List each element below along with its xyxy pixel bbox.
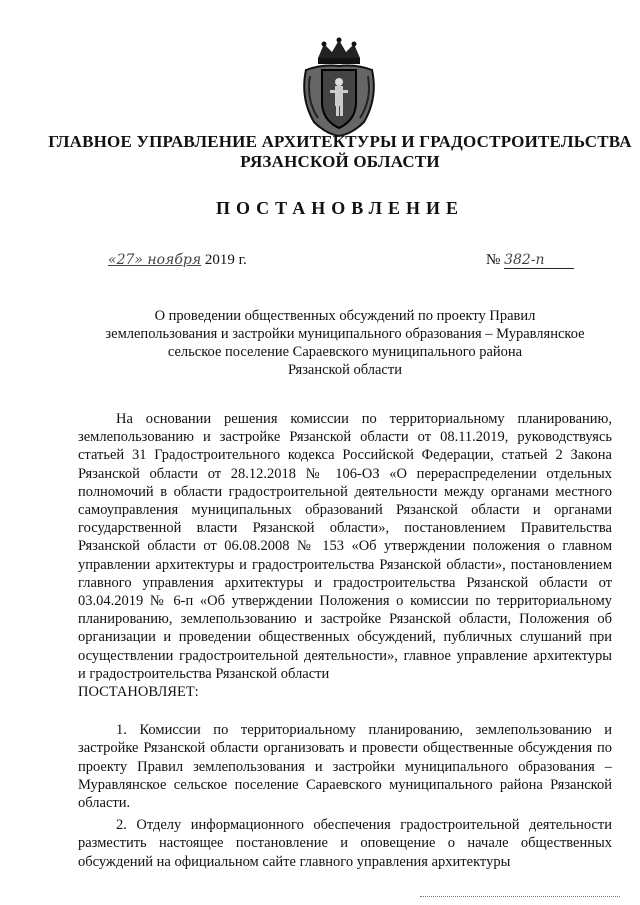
number-prefix: №	[486, 252, 501, 268]
preamble-text: На основании решения комиссии по территориальному планированию, землепользованию и застройке Рязанской области от 08.11.2019, руководствуясь статьей 31 Градостроительного кодекса Российской Федерации, статьей 2 Закона Рязанской области от 28.12.2018 № 106-ОЗ «О перераспределении отдельных полномочий в области градостроительной деятельности между органами местного самоуправления муниципальных образований Рязанской области и органами государственной власти Рязанской области», постановлением Правительства Рязанской области от 06.08.2008 № 153 «Об утверждении положения о главном управлении архитектуры и градостроительства Рязанской области», постановлением главного управления архитектуры и градостроительства Рязанской области от 03.04.2019 № 6-п «Об утверждении Положения о комиссии по территориальному планированию, землепользованию и застройке Рязанской области, Положения об организации и проведении общественных обсуждений, публичных слушаний при осуществлении градостроительной деятельности», главное управление архитектуры и градостроительства Рязанской области	[78, 411, 612, 682]
item-2-paragraph: 2. Отделу информационного обеспечения градостроительной деятельности разместить настоящее постановление и оповещение о начале общественных обсуждений на официальном сайте главного управления архитектуры	[78, 817, 612, 870]
subject-line: сельское поселение Сараевского муниципального района	[167, 344, 523, 360]
resolve-word: ПОСТАНОВЛЯЕТ:	[78, 684, 199, 701]
subject-line: Рязанской области	[288, 362, 402, 378]
document-number	[486, 252, 574, 269]
item-1-paragraph: 1. Комиссии по территориальному планированию, землепользованию и застройке Рязанской области организовать и провести общественные обсуждения по проекту Правил землепользования и застройки муниципального образования – Муравлянское сельское поселение Сараевского муниципального района Рязанской области.	[78, 722, 612, 812]
coat-of-arms-icon	[296, 36, 382, 138]
handwritten-number: 382-п	[504, 252, 574, 269]
document-subject	[88, 307, 602, 379]
document-type-title: ПОСТАНОВЛЕНИЕ	[215, 198, 465, 218]
document-date	[108, 252, 247, 269]
document-body	[78, 410, 612, 871]
preamble-paragraph	[78, 410, 612, 701]
org-name-line2: РЯЗАНСКОЙ ОБЛАСТИ	[240, 152, 440, 171]
org-name-line1: ГЛАВНОЕ УПРАВЛЕНИЕ АРХИТЕКТУРЫ И ГРАДОСТРОИТЕЛЬСТВА	[48, 132, 632, 151]
footer-divider	[420, 896, 620, 897]
subject-line: О проведении общественных обсуждений по проекту Правил	[154, 308, 536, 324]
date-year: 2019 г.	[204, 252, 247, 268]
handwritten-date: «27» ноября	[108, 252, 202, 268]
subject-line: землепользования и застройки муниципального образования – Муравлянское	[105, 326, 585, 342]
